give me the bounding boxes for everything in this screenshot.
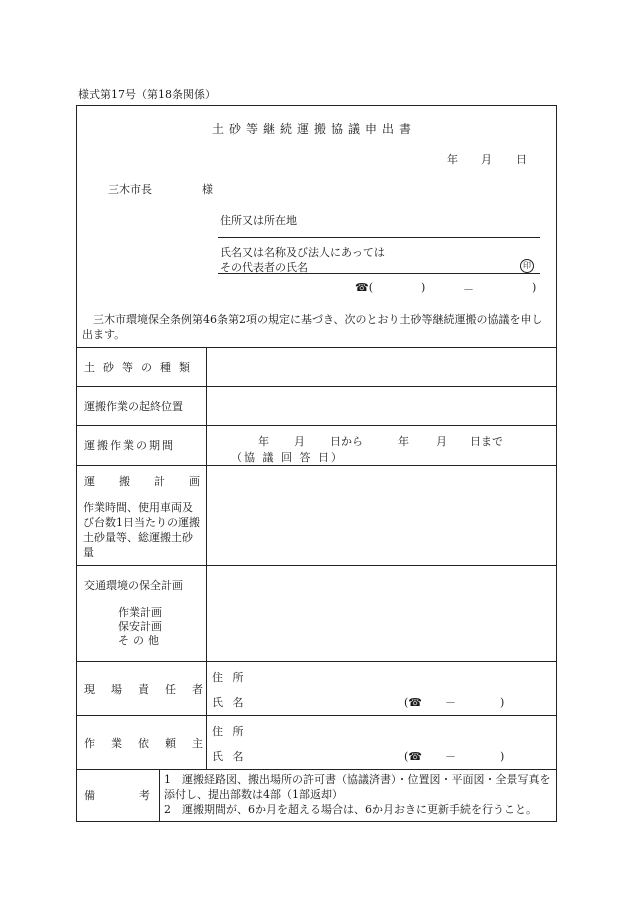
manager-phone-close: ) (500, 696, 505, 709)
addressee-honorific: 様 (202, 183, 213, 196)
notes-line-1: 1 運搬経路図、搬出場所の許可書（協議済書）・位置図・平面図・全景写真を添付し、提出部数は4部（1部返却） (164, 773, 551, 801)
period-to-year: 年 (398, 435, 409, 448)
traffic-sub-1: 作業計画 (118, 606, 162, 619)
applicant-phone-close: ) (532, 281, 537, 294)
row-label-kind-text: 土砂等の種類 (84, 361, 198, 374)
row-divider (76, 565, 557, 566)
row-divider (76, 425, 557, 426)
address-underline (218, 237, 540, 238)
applicant-address-label: 住所又は所在地 (220, 214, 297, 227)
date-day: 日 (516, 153, 527, 166)
client-name-label: 氏 名 (212, 750, 247, 763)
row-label-traffic: 交通環境の保全計画 (84, 579, 183, 592)
plan-description: 作業時間、使用車両及び台数1日当たりの運搬土砂量等、総運搬土砂量 (83, 501, 200, 559)
notes-label: 備考 (84, 789, 194, 802)
applicant-phone-dash: － (463, 283, 474, 296)
row-divider (76, 715, 557, 716)
period-to-month: 月 (436, 435, 447, 448)
date-year: 年 (447, 153, 458, 166)
manager-phone-open: (☎ (404, 696, 422, 709)
row-divider (76, 769, 557, 770)
row-label-kind (84, 360, 200, 375)
applicant-phone-mid: ) (421, 281, 426, 294)
row-label-client: 作業依頼主 (84, 737, 219, 750)
name-underline (218, 273, 540, 274)
row-divider (76, 347, 557, 348)
manager-name-label: 氏 名 (212, 696, 247, 709)
manager-address-label: 住 所 (212, 671, 247, 684)
column-divider (206, 347, 207, 769)
period-from-year: 年 (258, 435, 269, 448)
row-label-position: 運搬作業の起終位置 (84, 400, 183, 413)
client-phone-dash: － (445, 750, 456, 763)
row-divider (76, 661, 557, 662)
form-number: 様式第17号（第18条関係） (78, 88, 216, 101)
row-label-notes (84, 788, 194, 803)
period-from-month: 月 (294, 435, 305, 448)
client-address-label: 住 所 (212, 725, 247, 738)
row-divider (76, 465, 557, 466)
date-month: 月 (481, 153, 492, 166)
traffic-sub-3: その他 (118, 634, 163, 647)
period-to-day: 日まで (470, 435, 503, 448)
row-divider (76, 386, 557, 387)
manager-phone-dash: － (445, 696, 456, 709)
client-phone-close: ) (500, 750, 505, 763)
row-label-period: 運搬作業の期間 (84, 439, 175, 452)
row-label-plan: 運搬計画 (84, 475, 224, 488)
notes-line-2: 2 運搬期間が、6か月を超える場合は、6か月おきに更新手続を行うこと。 (164, 803, 537, 816)
seal-mark: 印 (520, 258, 534, 273)
addressee-name: 三木市長 (108, 183, 152, 196)
applicant-name-label-2: その代表者の氏名 (220, 261, 308, 274)
form-title: 土砂等継続運搬協議申出書 (212, 122, 417, 136)
period-from-day: 日から (330, 435, 363, 448)
declaration-text: 三木市環境保全条例第46条第2項の規定に基づき、次のとおり土砂等継続運搬の協議を申し出ます。 (82, 313, 543, 341)
traffic-sub-2: 保安計画 (118, 620, 162, 633)
period-reply-date: （協 議 回 答 日） (231, 451, 344, 464)
applicant-name-label-1: 氏名又は名称及び法人にあっては (220, 246, 385, 259)
client-phone-open: (☎ (404, 750, 422, 763)
applicant-phone-open: ☎( (355, 281, 373, 294)
row-label-manager: 現場責任者 (84, 683, 219, 696)
